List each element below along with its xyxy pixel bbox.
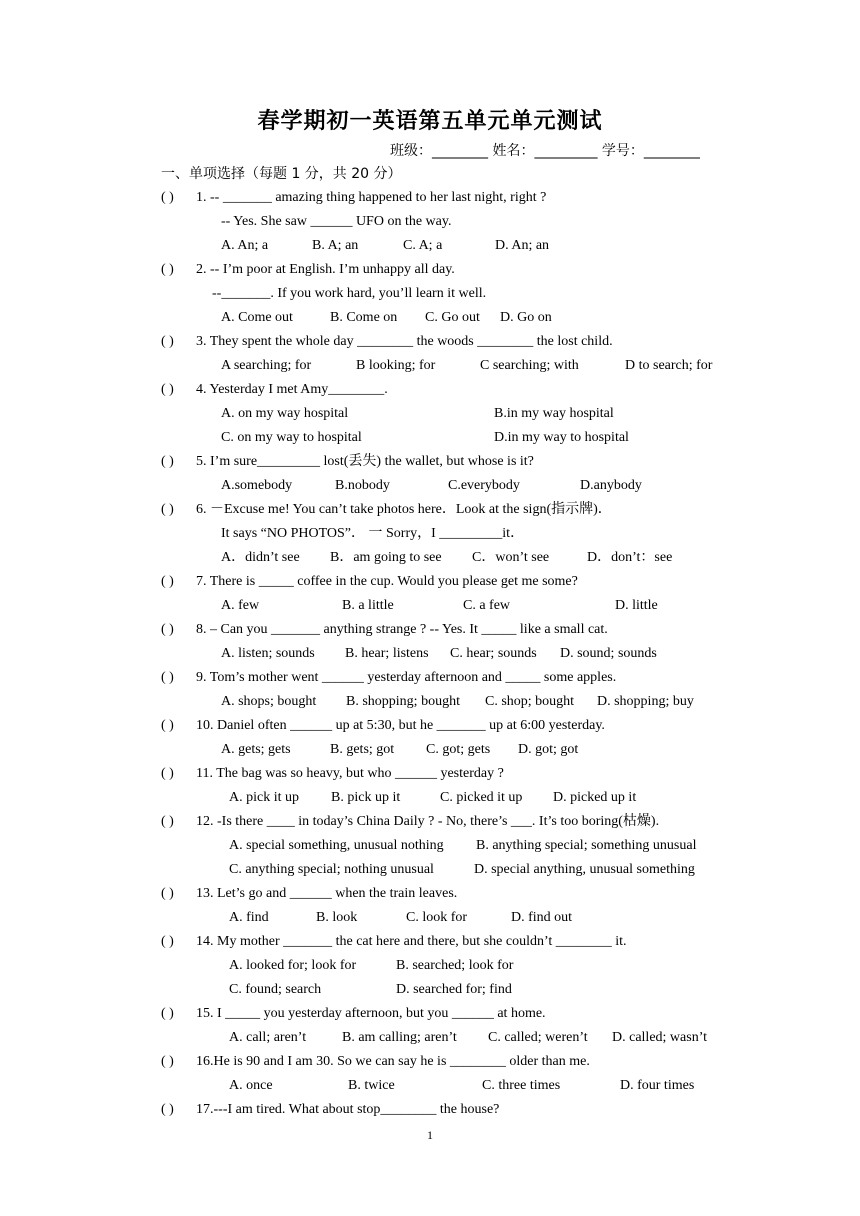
option-text: C. a few [463,598,511,613]
question-option-line [0,234,860,258]
option-text: D. Go on [500,310,552,325]
option-text: B.nobody [335,478,390,493]
question-stem: 1. -- _______ amazing thing happened to her last night, right ? [196,190,547,205]
answer-blank: ( ) [161,334,174,349]
question-row [0,1002,860,1026]
question-option-line [0,690,860,714]
question-row [0,498,860,522]
option-text: D to search; for [625,358,713,373]
option-text: D. find out [511,910,573,925]
question-option-line [0,546,860,570]
answer-blank: ( ) [161,718,174,733]
option-text: C. got; gets [426,742,491,757]
question-option-line [0,786,860,810]
option-text: B.in my way hospital [494,406,614,421]
option-text: A. pick it up [229,790,299,805]
option-text: A searching; for [221,358,312,373]
option-text: A. gets; gets [221,742,291,757]
option-text: B looking; for [356,358,436,373]
question-stem: 10. Daniel often ______ up at 5:30, but he _______ up at 6:00 yesterday. [196,718,605,733]
question-row [0,666,860,690]
answer-blank: ( ) [161,382,174,397]
option-text: B. Come on [330,310,398,325]
question-stem: 13. Let’s go and ______ when the train leaves. [196,886,458,901]
question-row [0,186,860,210]
question-row [0,810,860,834]
option-text: A. few [221,598,260,613]
option-text: A. special something, unusual nothing [229,838,444,853]
option-text: B. look [316,910,358,925]
question-option-line [0,282,860,306]
option-text: A.somebody [221,478,293,493]
option-text: D．don’t：see [587,550,673,565]
option-text: B. anything special; something unusual [476,838,697,853]
question-option-line [0,522,860,546]
question-stem: 11. The bag was so heavy, but who ______ yesterday ? [196,766,504,781]
option-text: C．won’t see [472,550,550,565]
option-text: C. three times [482,1078,561,1093]
answer-blank: ( ) [161,1006,174,1021]
answer-blank: ( ) [161,262,174,277]
option-text: D. searched for; find [396,982,512,997]
page-title: 春学期初一英语第五单元单元测试 [257,109,603,134]
question-stem: 7. There is _____ coffee in the cup. Would you please get me some? [196,574,578,589]
question-option-line [0,858,860,882]
option-text: B．am going to see [330,550,442,565]
option-text: B. A; an [312,238,359,253]
student-info-line: 班级：________ 姓名：_________ 学号：________ [390,143,700,159]
option-text: D.anybody [580,478,642,493]
option-text: D. called; wasn’t [612,1030,707,1045]
question-option-line [0,1026,860,1050]
option-text: D. shopping; buy [597,694,694,709]
option-text: C. on my way to hospital [221,430,362,445]
question-option-line [0,834,860,858]
option-text: C. hear; sounds [450,646,537,661]
question-option-line [0,306,860,330]
question-option-line [0,954,860,978]
question-stem: 4. Yesterday I met Amy________. [196,382,388,397]
question-row [0,762,860,786]
option-text: A．didn’t see [221,550,300,565]
answer-blank: ( ) [161,886,174,901]
option-text: A. once [229,1078,273,1093]
question-stem: 9. Tom’s mother went ______ yesterday afternoon and _____ some apples. [196,670,617,685]
option-text: B. am calling; aren’t [342,1030,457,1045]
question-stem: 17.---I am tired. What about stop________ the house? [196,1102,500,1117]
question-stem: 12. -Is there ____ in today’s China Daily ? - No, there’s ___. It’s too boring(枯燥). [196,814,660,829]
option-text: D. An; an [495,238,550,253]
question-row [0,930,860,954]
answer-blank: ( ) [161,622,174,637]
option-text: B. pick up it [331,790,401,805]
question-stem: 16.He is 90 and I am 30. So we can say he is ________ older than me. [196,1054,590,1069]
question-option-line [0,1074,860,1098]
question-row [0,570,860,594]
question-option-line [0,642,860,666]
option-text: D. sound; sounds [560,646,657,661]
option-text: D. little [615,598,658,613]
option-text: B. gets; got [330,742,395,757]
answer-blank: ( ) [161,454,174,469]
question-stem: 15. I _____ you yesterday afternoon, but you ______ at home. [196,1006,546,1021]
question-row [0,1098,860,1122]
question-row [0,1050,860,1074]
option-text: D.in my way to hospital [494,430,629,445]
option-text: C. picked it up [440,790,523,805]
question-option-line [0,210,860,234]
answer-blank: ( ) [161,190,174,205]
option-text: C. A; a [403,238,443,253]
answer-blank: ( ) [161,1054,174,1069]
question-row [0,882,860,906]
option-text: A. on my way hospital [221,406,349,421]
answer-blank: ( ) [161,934,174,949]
question-option-line [0,354,860,378]
question-option-line [0,426,860,450]
answer-blank: ( ) [161,574,174,589]
option-text: A. An; a [221,238,269,253]
option-text: A. find [229,910,269,925]
section-heading: 一、单项选择（每题 1 分，共 20 分） [161,166,402,182]
answer-blank: ( ) [161,766,174,781]
question-row [0,378,860,402]
option-text: C. called; weren’t [488,1030,588,1045]
question-stem: 3. They spent the whole day ________ the woods ________ the lost child. [196,334,613,349]
question-stem: 2. -- I’m poor at English. I’m unhappy all day. [196,262,455,277]
question-row [0,450,860,474]
option-text: B. searched; look for [396,958,514,973]
option-text: C. anything special; nothing unusual [229,862,434,877]
option-text: B. a little [342,598,394,613]
option-text: A. Come out [221,310,293,325]
option-text: D. special anything, unusual something [474,862,695,877]
answer-blank: ( ) [161,670,174,685]
option-text: D. got; got [518,742,579,757]
question-option-line [0,978,860,1002]
question-row [0,258,860,282]
option-text: D. four times [620,1078,695,1093]
question-row [0,714,860,738]
question-option-line [0,738,860,762]
option-text: C searching; with [480,358,579,373]
option-text: It says “NO PHOTOS”． 一 Sorry，I _________it． [221,526,525,541]
option-text: A. looked for; look for [229,958,357,973]
option-text: C. found; search [229,982,322,997]
answer-blank: ( ) [161,502,174,517]
question-row [0,330,860,354]
question-stem: 5. I’m sure_________ lost(丢失) the wallet, but whose is it? [196,454,534,469]
option-text: A. call; aren’t [229,1030,307,1045]
option-text: B. hear; listens [345,646,429,661]
question-option-line [0,594,860,618]
question-option-line [0,906,860,930]
page-number: 1 [427,1128,433,1142]
answer-blank: ( ) [161,814,174,829]
option-text: C.everybody [448,478,520,493]
question-list [0,186,860,1122]
question-row [0,618,860,642]
question-option-line [0,402,860,426]
question-stem: 14. My mother _______ the cat here and there, but she couldn’t ________ it. [196,934,627,949]
question-option-line [0,474,860,498]
option-text: C. look for [406,910,468,925]
question-stem: 8. – Can you _______ anything strange ? -- Yes. It _____ like a small cat. [196,622,608,637]
question-stem: 6. －Excuse me! You can’t take photos here．Look at the sign(指示牌)． [196,502,612,517]
option-text: B. shopping; bought [346,694,460,709]
option-text: C. Go out [425,310,480,325]
answer-blank: ( ) [161,1102,174,1117]
option-text: --_______. If you work hard, you’ll learn it well. [212,286,487,301]
option-text: -- Yes. She saw ______ UFO on the way. [221,214,452,229]
option-text: A. shops; bought [221,694,317,709]
option-text: D. picked up it [553,790,637,805]
option-text: B. twice [348,1078,395,1093]
option-text: C. shop; bought [485,694,575,709]
option-text: A. listen; sounds [221,646,315,661]
